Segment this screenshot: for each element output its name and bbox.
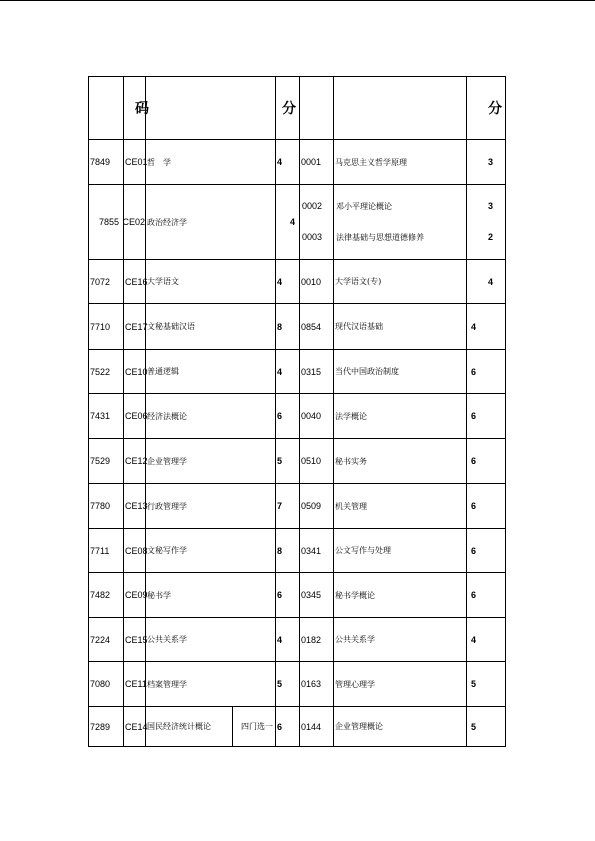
course-name: 普通逻辑 <box>147 367 179 376</box>
exam-course-name: 秘书学概论 <box>335 590 375 600</box>
course-credit: 6 <box>277 411 283 421</box>
course-credit: 4 <box>289 217 295 227</box>
exam-credit: 3 <box>487 201 493 211</box>
course-name: 文秘基础汉语 <box>147 322 195 331</box>
exam-credit: 4 <box>471 634 477 645</box>
course-code: CE16 <box>125 276 148 287</box>
exam-code: 0001 <box>301 157 322 167</box>
course-id: 7431 <box>90 411 111 421</box>
table-row <box>89 260 505 304</box>
exam-credit: 4 <box>487 276 493 287</box>
course-credit: 6 <box>277 590 283 600</box>
course-id: 7080 <box>90 679 111 689</box>
table-row <box>89 573 505 618</box>
exam-code: 0509 <box>301 501 322 511</box>
exam-course-name: 马克思主义哲学原理 <box>335 157 407 167</box>
exam-credit: 6 <box>471 545 477 556</box>
course-name: 公共关系学 <box>147 635 187 644</box>
exam-course-name: 法律基础与思想道德修养 <box>336 233 424 242</box>
table-row <box>89 618 505 662</box>
course-credit: 4 <box>277 276 283 287</box>
course-credit: 8 <box>277 545 283 556</box>
course-id: 7522 <box>90 366 111 377</box>
course-credit: 5 <box>277 679 283 689</box>
course-code: CE15 <box>125 634 148 645</box>
course-code: CE12 <box>125 456 148 466</box>
exam-code: 0163 <box>301 679 322 689</box>
course-credit: 4 <box>277 634 283 645</box>
course-table <box>88 76 506 747</box>
header-credit-label-2: 分 <box>488 101 502 117</box>
course-name: 国民经济统计概论 <box>147 722 211 731</box>
exam-course-name: 管理心理学 <box>335 679 375 689</box>
exam-credit: 2 <box>487 232 493 242</box>
exam-course-name: 企业管理概论 <box>335 722 383 731</box>
exam-credit: 5 <box>471 679 477 689</box>
table-header-row <box>89 77 505 140</box>
exam-code: 0144 <box>301 721 322 732</box>
table-row <box>89 185 505 260</box>
course-id: 7711 <box>90 545 110 556</box>
course-code: CE06 <box>125 411 148 421</box>
exam-course-name: 公文写作与处理 <box>335 546 391 555</box>
course-id: 7529 <box>90 456 111 466</box>
header-credit-label: 分 <box>282 101 296 117</box>
course-name: 哲 学 <box>147 157 171 167</box>
exam-credit: 4 <box>471 321 477 332</box>
course-credit: 4 <box>277 157 283 167</box>
exam-credit: 6 <box>471 411 477 421</box>
course-id: 7710 <box>90 321 111 332</box>
exam-credit: 6 <box>471 590 477 600</box>
course-code: CE14 <box>125 721 148 732</box>
course-code: CE13 <box>125 501 148 511</box>
elective-note: 四门选一 <box>241 722 273 731</box>
course-code: CE11 <box>125 679 147 689</box>
exam-course-name: 现代汉语基础 <box>335 322 383 331</box>
exam-code: 0341 <box>301 545 322 556</box>
table-row <box>89 662 505 707</box>
exam-code: 0315 <box>301 366 322 377</box>
course-code: CE17 <box>125 321 148 332</box>
course-code: CE10 <box>125 366 148 377</box>
course-name: 政治经济学 <box>147 217 187 227</box>
top-rule <box>0 0 595 1</box>
header-code-label: 码 <box>135 101 149 117</box>
course-credit: 8 <box>277 321 283 332</box>
exam-course-name: 公共关系学 <box>335 635 375 644</box>
course-id: 7780 <box>90 501 111 511</box>
exam-code: 0003 <box>302 232 323 242</box>
course-credit: 6 <box>277 721 283 732</box>
course-name: 文秘写作学 <box>147 546 187 555</box>
course-code: CE01 <box>125 157 148 167</box>
exam-course-name: 法学概论 <box>335 411 367 421</box>
course-id: 7289 <box>90 721 111 732</box>
course-name: 秘书学 <box>147 590 171 600</box>
course-id: 7482 <box>90 590 111 600</box>
course-code: CE08 <box>125 545 148 556</box>
exam-code: 0040 <box>301 411 322 421</box>
exam-course-name: 大学语文(专) <box>335 277 382 286</box>
exam-code: 0002 <box>302 201 323 211</box>
course-name: 档案管理学 <box>147 679 187 689</box>
table-row <box>89 707 505 746</box>
course-id: 7855 <box>98 217 119 227</box>
table-row <box>89 304 505 350</box>
exam-code: 0345 <box>301 590 322 600</box>
table-row <box>89 484 505 529</box>
table-row <box>89 394 505 439</box>
exam-credit: 3 <box>487 157 493 167</box>
table-row <box>89 439 505 484</box>
exam-course-name: 邓小平理论概论 <box>336 202 392 211</box>
table-row <box>89 140 505 185</box>
exam-credit: 5 <box>471 721 477 732</box>
course-code: CE02 <box>122 217 145 227</box>
course-id: 7224 <box>90 634 111 645</box>
exam-credit: 6 <box>471 366 477 377</box>
course-name: 行政管理学 <box>147 501 187 511</box>
course-name: 大学语文 <box>147 277 179 286</box>
table-row <box>89 529 505 573</box>
course-credit: 4 <box>277 366 283 377</box>
course-id: 7072 <box>90 276 111 287</box>
exam-code: 0510 <box>301 456 322 466</box>
exam-credit: 6 <box>471 501 477 511</box>
course-id: 7849 <box>90 157 111 167</box>
exam-course-name: 当代中国政治制度 <box>335 367 399 376</box>
exam-course-name: 秘书实务 <box>335 456 367 466</box>
exam-code: 0182 <box>301 634 322 645</box>
course-name: 经济法概论 <box>147 411 187 421</box>
course-name: 企业管理学 <box>147 456 187 466</box>
exam-code: 0010 <box>301 276 322 287</box>
course-credit: 7 <box>277 501 283 511</box>
course-code: CE09 <box>125 590 148 600</box>
course-credit: 5 <box>277 456 283 466</box>
exam-credit: 6 <box>471 456 477 466</box>
table-row <box>89 350 505 394</box>
exam-code: 0854 <box>301 321 322 332</box>
exam-course-name: 机关管理 <box>335 501 367 511</box>
